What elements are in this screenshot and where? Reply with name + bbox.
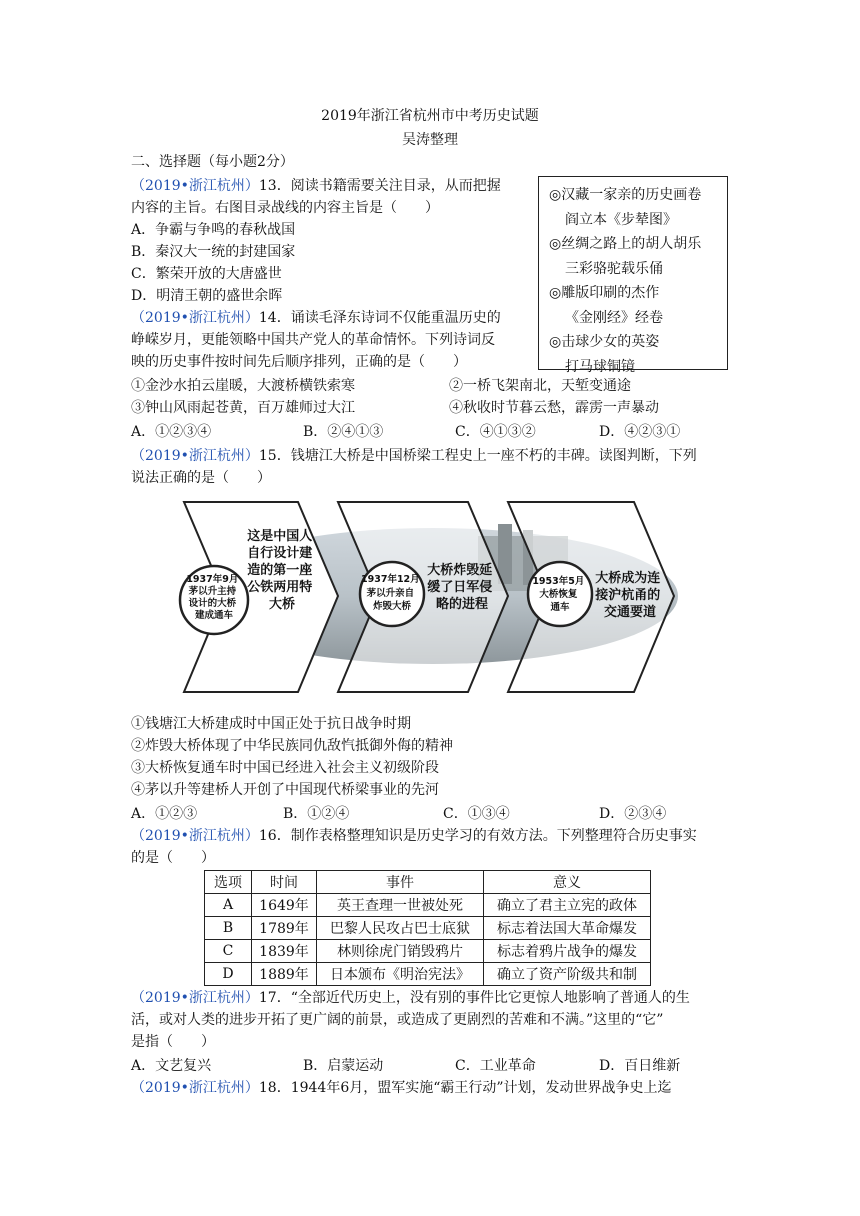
arrow3-text: 交通要道 <box>603 605 657 620</box>
arrow1-text: 大桥 <box>268 597 296 612</box>
q14-item-3: ③钟山风雨起苍黄，百万雄师过大江 <box>131 400 355 416</box>
table-cell: 1649年 <box>252 894 317 917</box>
circle1-text: 茅以升主持 <box>188 586 237 597</box>
circle2-text: 茅以升亲自 <box>366 588 415 599</box>
table-header: 选项 <box>205 871 252 894</box>
q14-option-d: D．④②③① <box>599 424 681 440</box>
box-item: ◎汉藏一家亲的历史画卷 <box>549 187 702 203</box>
q15-item-2: ②炸毁大桥体现了中华民族同仇敌忾抵御外侮的精神 <box>131 738 453 754</box>
table-cell: 1789年 <box>252 917 317 940</box>
circle1-text: 设计的大桥 <box>188 598 237 609</box>
q14-item-2: ②一桥飞架南北，天堑变通途 <box>449 378 631 394</box>
arrow3-text: 接沪杭甬的 <box>595 588 661 603</box>
arrow2-text: 缓了日军侵 <box>427 580 493 595</box>
q15-option-a: A．①②③ <box>131 806 198 822</box>
box-item: 三彩骆驼载乐俑 <box>565 260 663 277</box>
circle1-text: 建成通车 <box>194 610 234 621</box>
circle3-text: 1953年5月 <box>532 576 585 587</box>
q15-line2: 说法正确的是（ ） <box>131 470 271 486</box>
q15-item-4: ④茅以升等建桥人开创了中国现代桥梁事业的先河 <box>131 782 439 798</box>
q13-option-b: B．秦汉大一统的封建国家 <box>131 244 296 260</box>
table-cell: 林则徐虎门销毁鸦片 <box>317 940 484 963</box>
section-heading: 二、选择题（每小题2分） <box>131 154 294 170</box>
box-item: 打马球铜镜 <box>565 358 635 375</box>
q17-option-d: D．百日维新 <box>599 1058 681 1074</box>
q15-source: （2019•浙江杭州） <box>131 448 259 464</box>
q14-text: 14．诵读毛泽东诗词不仅能重温历史的 <box>258 310 501 326</box>
circle2-text: 1937年12月 <box>361 574 420 585</box>
box-item: ◎丝绸之路上的胡人胡乐 <box>549 236 702 252</box>
q16-source: （2019•浙江杭州） <box>131 828 259 844</box>
circle3-text: 大桥恢复 <box>539 589 578 600</box>
box-item: ◎雕版印刷的杰作 <box>549 285 660 301</box>
box-item: 阎立本《步辇图》 <box>565 211 677 228</box>
q13-text: 13．阅读书籍需要关注目录，从而把握 <box>258 178 501 194</box>
q14-option-b: B．②④①③ <box>303 424 384 440</box>
table-row <box>205 894 651 917</box>
table-cell: 1889年 <box>252 963 317 986</box>
q15-option-c: C．①③④ <box>443 806 510 822</box>
table-cell: 巴黎人民攻占巴士底狱 <box>317 917 484 940</box>
svg-text:大桥成为连 接沪杭甬的 交通要道 <box>594 570 665 620</box>
q16-line1 <box>131 826 697 846</box>
q14-line2: 峥嵘岁月，更能领略中国共产党人的革命情怀。下列诗词反 <box>131 332 495 348</box>
arrow2-text: 大桥炸毁延 <box>427 563 493 578</box>
q13-option-c: C．繁荣开放的大唐盛世 <box>131 266 282 282</box>
q13-source: （2019•浙江杭州） <box>131 178 259 194</box>
circle2-text: 炸毁大桥 <box>372 601 412 612</box>
table-cell: 英王查理一世被处死 <box>317 894 484 917</box>
q17-source: （2019•浙江杭州） <box>131 990 259 1006</box>
q17-line3: 是指（ ） <box>131 1034 215 1050</box>
doc-title: 2019年浙江省杭州市中考历史试题 <box>321 108 539 124</box>
q14-option-a: A．①②③④ <box>131 424 212 440</box>
doc-author: 吴涛整理 <box>402 132 458 148</box>
q17-option-b: B．启蒙运动 <box>303 1058 384 1074</box>
table-row <box>205 963 651 986</box>
q14-option-c: C．④①③② <box>455 424 536 440</box>
q18-source: （2019•浙江杭州） <box>131 1080 259 1096</box>
q15-option-b: B．①②④ <box>283 806 350 822</box>
q15-text: 15．钱塘江大桥是中国桥梁工程史上一座不朽的丰碑。读图判断，下列 <box>258 448 697 464</box>
table-cell: B <box>205 917 252 940</box>
q17-line1 <box>131 988 690 1008</box>
q15-line1 <box>131 446 697 466</box>
q17-text: 17．“全部近代历史上，没有别的事件比它更惊人地影响了普通人的生 <box>258 990 690 1006</box>
table-cell: C <box>205 940 252 963</box>
table-cell: 标志着法国大革命爆发 <box>484 917 651 940</box>
q16-line2: 的是（ ） <box>131 850 215 866</box>
circle1-text: 1937年9月 <box>186 574 239 585</box>
box-item: ◎击球少女的英姿 <box>549 334 660 350</box>
q13-line2: 内容的主旨。右图目录战线的内容主旨是（ ） <box>131 200 439 216</box>
q13-line1 <box>131 176 501 196</box>
table-cell: 确立了资产阶级共和制 <box>484 963 651 986</box>
table-header: 时间 <box>252 871 317 894</box>
q13-contents-box <box>538 176 728 375</box>
q13-option-a: A．争霸与争鸣的春秋战国 <box>131 222 296 238</box>
q14-line3: 映的历史事件按时间先后顺序排列，正确的是（ ） <box>131 354 467 370</box>
table-row <box>205 940 651 963</box>
table-cell: D <box>205 963 252 986</box>
q18-line1 <box>131 1078 672 1098</box>
q17-option-a: A．文艺复兴 <box>131 1058 212 1074</box>
box-item: 《金刚经》经卷 <box>565 309 663 326</box>
q17-option-c: C．工业革命 <box>455 1058 536 1074</box>
table-cell: A <box>205 894 252 917</box>
table-header-row <box>205 871 651 894</box>
q15-option-d: D．②③④ <box>599 806 667 822</box>
table-row <box>205 917 651 940</box>
arrow1-text: 造的第一座 <box>247 563 313 578</box>
circle3-text: 通车 <box>550 602 570 613</box>
q16-table <box>204 870 651 986</box>
table-cell: 日本颁布《明治宪法》 <box>317 963 484 986</box>
q14-item-1: ①金沙水拍云崖暖，大渡桥横铁索寒 <box>131 378 355 394</box>
arrow1-text: 这是中国人 <box>247 529 313 544</box>
arrow3-text: 大桥成为连 <box>595 571 661 586</box>
q14-item-4: ④秋收时节暮云愁，霹雳一声暴动 <box>449 400 659 416</box>
table-header: 意义 <box>484 871 651 894</box>
q14-source: （2019•浙江杭州） <box>131 310 259 326</box>
table-header: 事件 <box>317 871 484 894</box>
q15-item-3: ③大桥恢复通车时中国已经进入社会主义初级阶段 <box>131 760 439 776</box>
q16-text: 16．制作表格整理知识是历史学习的有效方法。下列整理符合历史事实 <box>258 828 697 844</box>
q15-item-1: ①钱塘江大桥建成时中国正处于抗日战争时期 <box>131 716 411 732</box>
arrow1-text: 公铁两用特 <box>247 580 313 595</box>
table-cell: 确立了君主立宪的政体 <box>484 894 651 917</box>
bridge-timeline-diagram <box>178 496 678 700</box>
arrow2-text: 略的进程 <box>435 597 489 612</box>
q18-text: 18．1944年6月，盟军实施“霸王行动”计划，发动世界战争史上迄 <box>258 1080 672 1096</box>
table-cell: 1839年 <box>252 940 317 963</box>
table-cell: 标志着鸦片战争的爆发 <box>484 940 651 963</box>
q13-option-d: D．明清王朝的盛世余晖 <box>131 288 283 304</box>
q14-line1 <box>131 308 501 328</box>
arrow1-text: 自行设计建 <box>247 546 313 561</box>
q17-line2: 活，或对人类的进步开拓了更广阔的前景，或造成了更剧烈的苦难和不满。”这里的“它” <box>131 1012 664 1028</box>
svg-text:大桥炸毁延 缓了日军侵 略的进程 <box>427 562 497 612</box>
